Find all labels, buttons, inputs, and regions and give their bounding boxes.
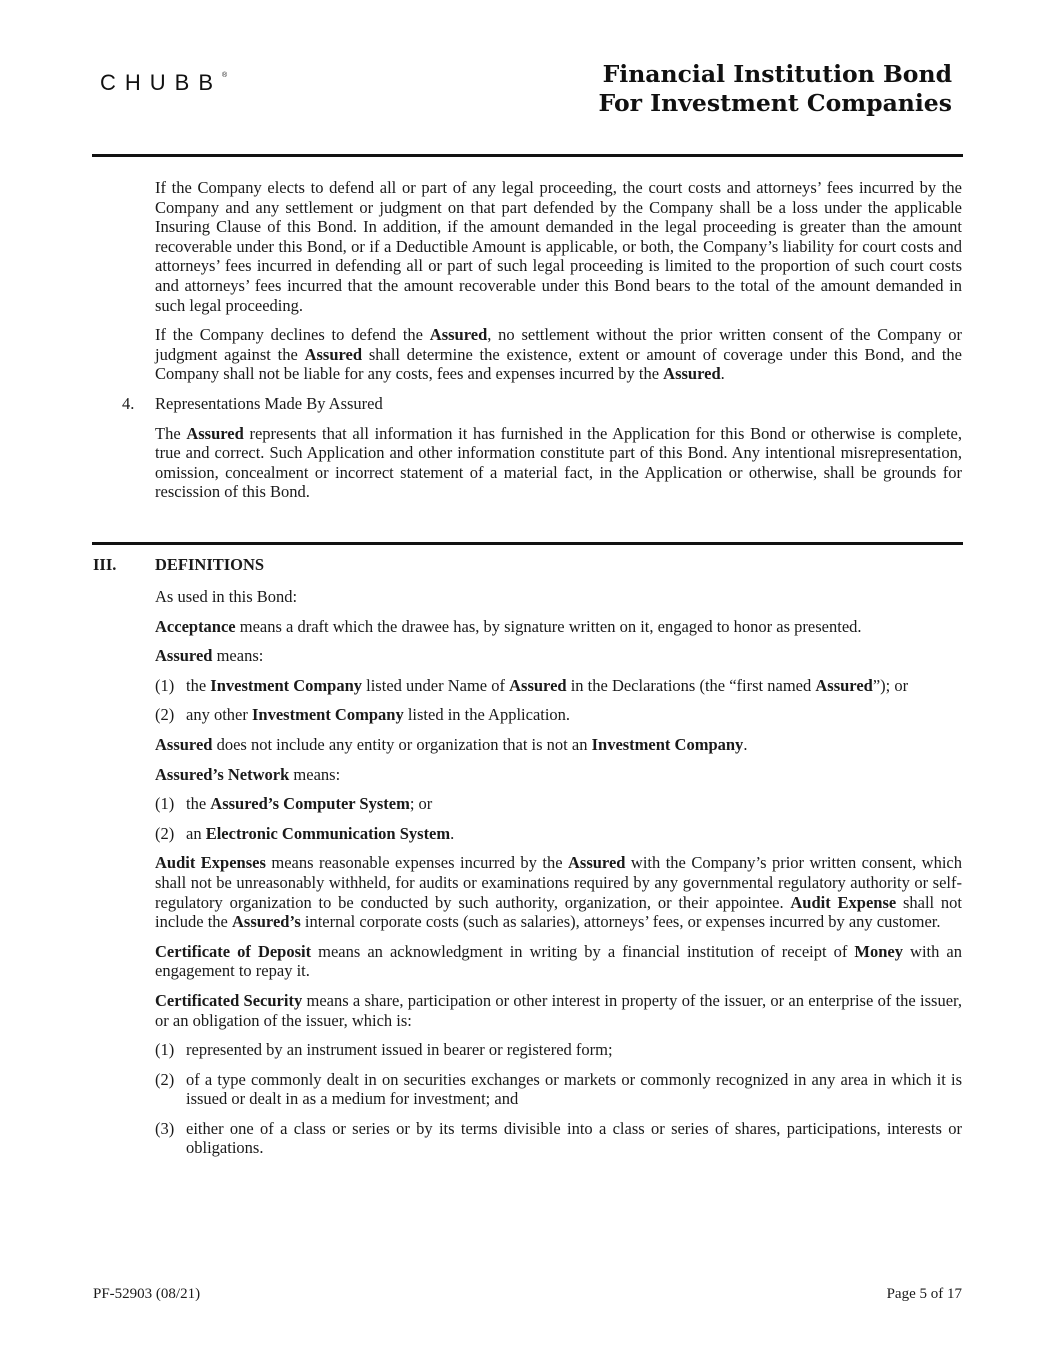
definition-acceptance: Acceptance means a draft which the drawee has, by signature written on it, engaged to honor as presented. — [155, 616, 862, 636]
definition-assureds-network: Assured’s Network means: — [155, 764, 341, 784]
registered-mark: ® — [222, 72, 228, 79]
list-item: (3) either one of a class or series or by its terms divisible into a class or series of shares, participations, interests or obligations. — [155, 1118, 962, 1158]
logo-text: CHUBB — [100, 70, 223, 95]
page-number: Page 5 of 17 — [886, 1286, 962, 1302]
list-item: (1) the Assured’s Computer System; or — [155, 794, 433, 814]
assured-exclusion-note: Assured does not include any entity or organization that is not an Investment Company. — [155, 734, 748, 754]
title-line-1: Financial Institution Bond — [602, 60, 952, 88]
paragraph-defense: If the Company elects to defend all or part of any legal proceeding, the court costs and attorneys’ fees incurred by the Company and any settlement or judgment on that part defended by the Company shall be a loss under the applicable Insuring Clause of this Bond. In addition, if the amount demanded in the legal proceeding is greater than the amount recoverable under this Bond, or if a Deductible Amount is applicable, or both, the Company’s liability for court costs and attorneys’ fees incurred in defending all or part of such legal proceeding is limited to the proportion of such court costs and attorneys’ fees incurred that the amount recoverable under this Bond bears to the total of the amount demanded in such legal proceeding. — [155, 178, 962, 315]
section-rule — [92, 542, 963, 545]
definition-audit-expenses: Audit Expenses means reasonable expenses incurred by the Assured with the Company’s prior written consent, which shall not be unreasonably withheld, for audits or examinations required by any governmental regulatory authority or self-regulatory organization to be conducted by such authority, organization, or their appointee. Audit Expense shall not include the Assured’s internal corporate costs (such as salaries), attorneys’ fees, or expenses incurred by any customer. — [155, 853, 962, 932]
list-item: (2) any other Investment Company listed in the Application. — [155, 705, 571, 725]
chubb-logo — [100, 70, 227, 96]
paragraph-declines: If the Company declines to defend the Assured, no settlement without the prior written consent of the Company or judgment against the Assured shall determine the existence, extent or amount of coverage under this Bond, and the Company shall not be liable for any costs, fees and expenses incurred by the Assured. — [155, 325, 962, 384]
definitions-content — [155, 587, 962, 1168]
paragraph-representations: The Assured represents that all information it has furnished in the Application for this Bond or otherwise is complete, true and correct. Such Application and other information constitute part of this Bond. Any intentional misrepresentation, omission, concealment or incorrect statement of a material fact, in the Application or otherwise, shall be grounds for rescission of this Bond. — [155, 423, 963, 502]
item-number: 4. — [122, 393, 135, 413]
form-number: PF-52903 (08/21) — [93, 1286, 201, 1302]
title-line-2: For Investment Companies — [598, 89, 952, 117]
definition-certificated-security: Certificated Security means a share, participation or other interest in property of the issuer, or an enterprise of the issuer, or an obligation of the issuer, which is: — [155, 990, 962, 1030]
definition-assured: Assured means: — [155, 646, 264, 666]
section-title: DEFINITIONS — [155, 555, 265, 574]
list-item: (1) represented by an instrument issued in bearer or registered form; — [155, 1040, 613, 1060]
section-number: III. — [93, 555, 117, 574]
intro-content — [122, 178, 963, 512]
header-rule — [92, 154, 963, 157]
item-4-heading: 4. Representations Made By Assured — [122, 393, 383, 413]
list-item: (1) the Investment Company listed under Name of Assured in the Declarations (the “first named Assured”); or — [155, 675, 909, 695]
definition-certificate-of-deposit: Certificate of Deposit means an acknowledgment in writing by a financial institution of receipt of Money with an engagement to repay it. — [155, 941, 962, 981]
document-title — [599, 60, 952, 118]
list-item: (2) of a type commonly dealt in on securities exchanges or markets or commonly recognized in any area in which it is issued or dealt in as a medium for investment; and — [155, 1069, 962, 1109]
used-as-line: As used in this Bond: — [155, 587, 298, 606]
list-item: (2) an Electronic Communication System. — [155, 823, 455, 843]
